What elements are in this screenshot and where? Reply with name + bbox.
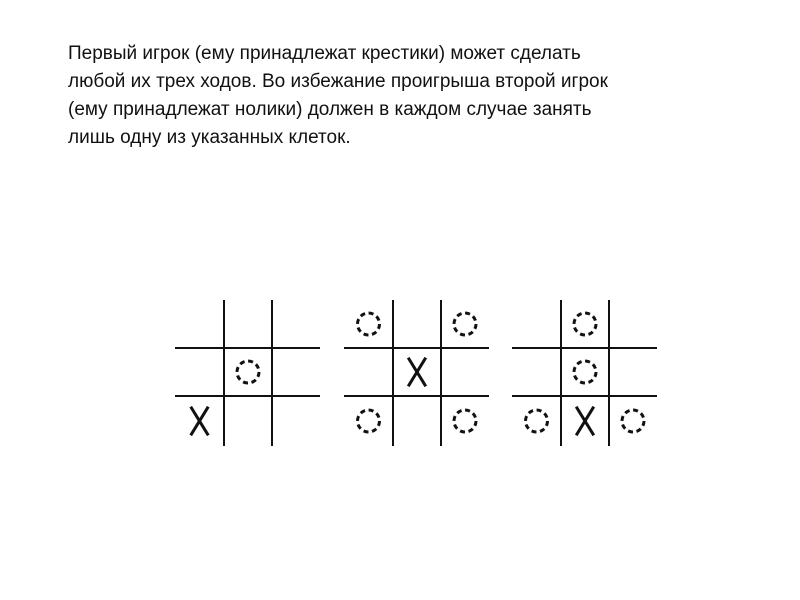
x-mark <box>577 408 593 434</box>
o-mark <box>237 361 259 383</box>
o-mark <box>454 410 476 432</box>
text-line-1: Первый игрок (ему принадлежат крестики) может сделать <box>68 43 581 64</box>
o-mark <box>358 410 380 432</box>
board-3 <box>512 300 657 446</box>
o-mark <box>574 313 596 335</box>
text-line-2: любой их трех ходов. Во избежание проигрыша второй игрок <box>68 71 608 92</box>
text-line-4: лишь одну из указанных клеток. <box>68 127 351 148</box>
x-mark <box>409 359 425 385</box>
o-mark <box>574 361 596 383</box>
board-1 <box>175 300 320 446</box>
x-mark <box>192 408 208 434</box>
o-mark <box>622 410 644 432</box>
o-mark <box>358 313 380 335</box>
o-mark <box>526 410 548 432</box>
o-mark <box>454 313 476 335</box>
board-2 <box>344 300 489 446</box>
text-line-3: (ему принадлежат нолики) должен в каждом случае занять <box>68 99 592 120</box>
